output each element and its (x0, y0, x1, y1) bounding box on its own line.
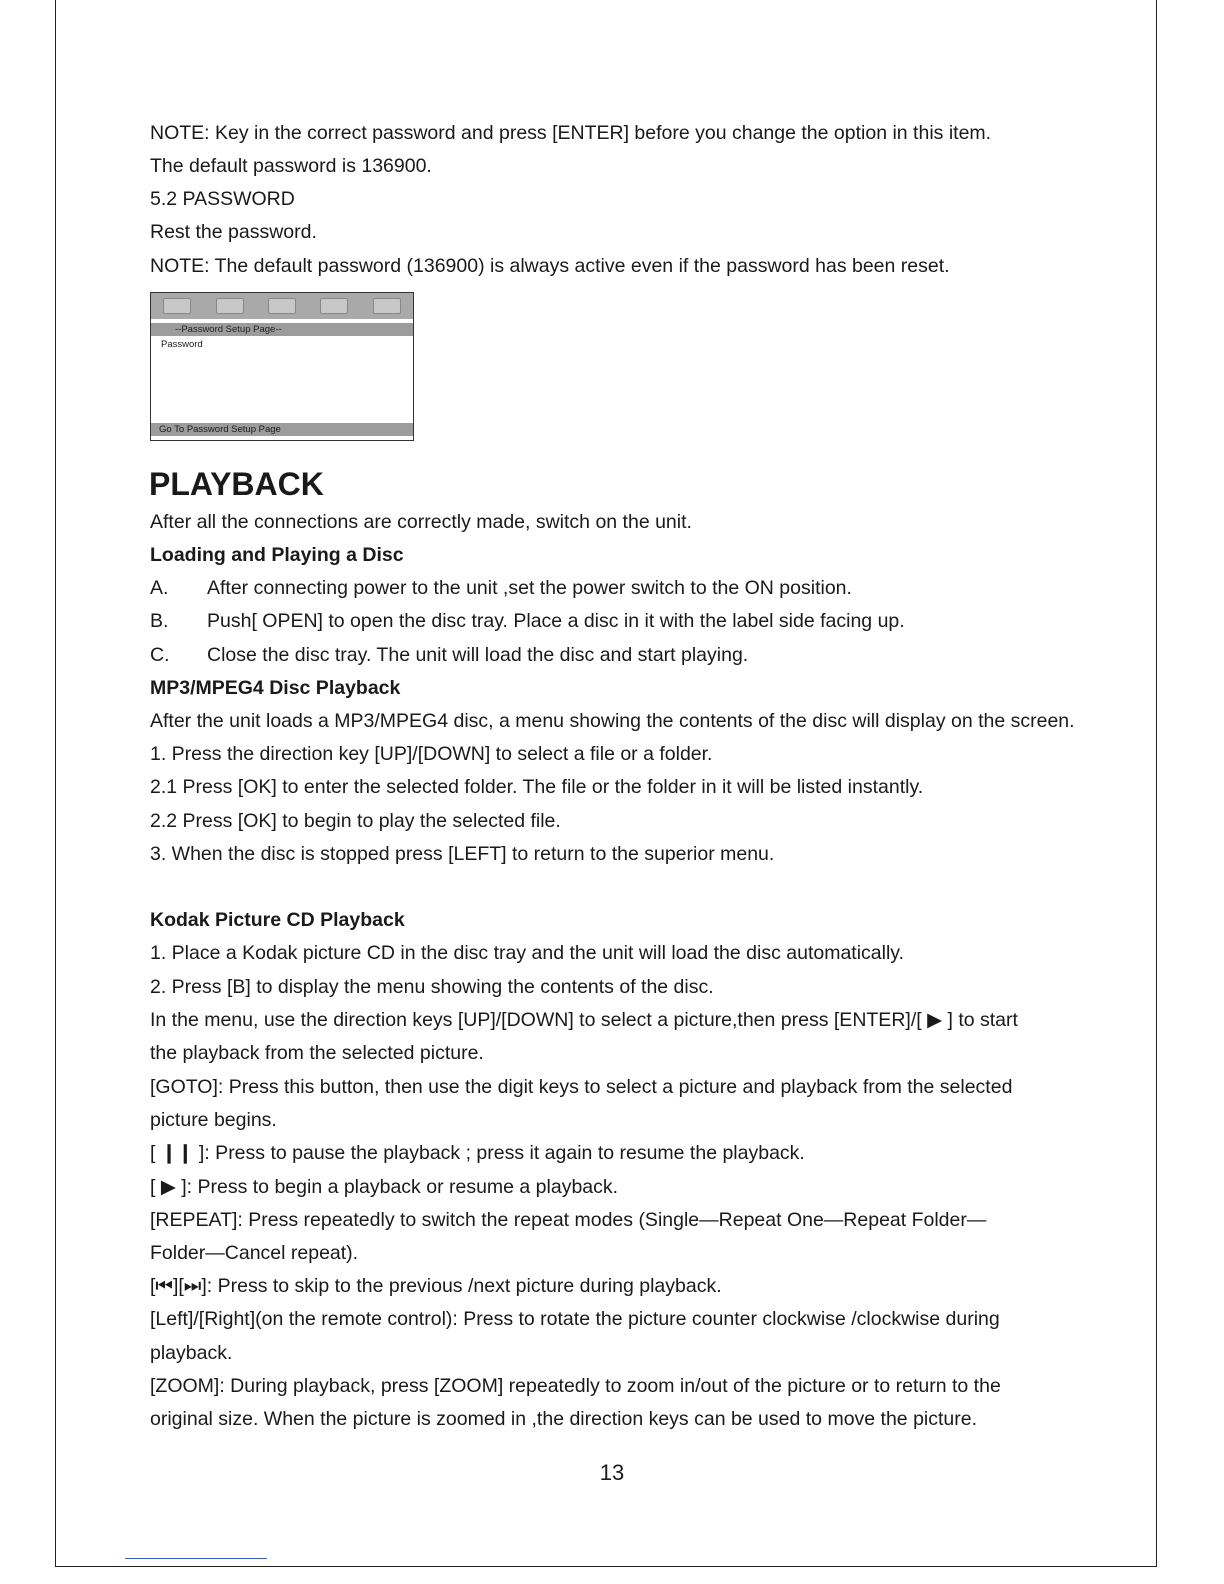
playback-heading: PLAYBACK (149, 466, 324, 502)
page-border-right (1156, 0, 1157, 1567)
mp3-line: After the unit loads a MP3/MPEG4 disc, a menu showing the contents of the disc will display on the screen. (150, 710, 1075, 732)
kodak-line: [GOTO]: Press this button, then use the digit keys to select a picture and playback from the selected (150, 1076, 1013, 1098)
menu-item-password: Password (161, 339, 203, 350)
kodak-line: [REPEAT]: Press repeatedly to switch the repeat modes (Single—Repeat One—Repeat Folder— (150, 1209, 987, 1231)
step-a: A. After connecting power to the unit ,set the power switch to the ON position. (150, 577, 852, 599)
lock-icon (268, 298, 296, 314)
step-b: B. Push[ OPEN] to open the disc tray. Place a disc in it with the label side facing up. (150, 610, 905, 632)
password-setup-menu-screenshot (150, 292, 414, 441)
kodak-line: [ ❙❙ ]: Press to pause the playback ; press it again to resume the playback. (150, 1142, 805, 1164)
page-border-bottom (55, 1566, 1157, 1567)
subheading: MP3/MPEG4 Disc Playback (150, 677, 401, 699)
kodak-line: Folder—Cancel repeat). (150, 1242, 359, 1264)
note-line: The default password is 136900. (150, 155, 432, 177)
subheading: Kodak Picture CD Playback (150, 909, 405, 931)
page-border-left (55, 0, 56, 1567)
kodak-line: [ZOOM]: During playback, press [ZOOM] repeatedly to zoom in/out of the picture or to return to the (150, 1375, 1001, 1397)
section-title: 5.2 PASSWORD (150, 188, 295, 210)
kodak-line: [⏮][⏭]: Press to skip to the previous /next picture during playback. (150, 1275, 722, 1297)
page-number: 13 (599, 1460, 625, 1485)
step-c: C. Close the disc tray. The unit will load the disc and start playing. (150, 644, 749, 666)
mp3-line: 3. When the disc is stopped press [LEFT] to return to the superior menu. (150, 843, 775, 865)
note-line: NOTE: The default password (136900) is always active even if the password has been reset. (150, 255, 950, 277)
kodak-line: original size. When the picture is zoomed in ,the direction keys can be used to move the picture. (150, 1408, 978, 1430)
kodak-line: [Left]/[Right](on the remote control): Press to rotate the picture counter clockwise /clockwise during (150, 1308, 1000, 1330)
footnote-rule (125, 1558, 267, 1559)
subheading: Loading and Playing a Disc (150, 544, 404, 566)
exit-icon (373, 298, 401, 314)
kodak-line: the playback from the selected picture. (150, 1042, 484, 1064)
kodak-line: 2. Press [B] to display the menu showing the contents of the disc. (150, 976, 714, 998)
menu-footer: Go To Password Setup Page (151, 423, 413, 436)
mp3-line: 2.2 Press [OK] to begin to play the selected file. (150, 810, 561, 832)
kodak-line: 1. Place a Kodak picture CD in the disc tray and the unit will load the disc automatically. (150, 942, 905, 964)
note-line: NOTE: Key in the correct password and press [ENTER] before you change the option in this item. (150, 122, 992, 144)
kodak-line: picture begins. (150, 1109, 277, 1131)
audio-setup-icon (216, 298, 244, 314)
kodak-line: playback. (150, 1342, 233, 1364)
general-setup-icon (163, 298, 191, 314)
mp3-line: 2.1 Press [OK] to enter the selected folder. The file or the folder in it will be listed instantly. (150, 776, 924, 798)
mp3-line: 1. Press the direction key [UP]/[DOWN] to select a file or a folder. (150, 743, 713, 765)
kodak-line: [ ▶ ]: Press to begin a playback or resume a playback. (150, 1176, 619, 1198)
paragraph: After all the connections are correctly made, switch on the unit. (150, 511, 692, 533)
preference-icon (320, 298, 348, 314)
menu-title: --Password Setup Page-- (151, 323, 413, 336)
menu-icon-bar (151, 293, 413, 319)
note-line: Rest the password. (150, 221, 317, 243)
kodak-line: In the menu, use the direction keys [UP]/[DOWN] to select a picture,then press [ENTER]/[ ▶ ] to start (150, 1009, 1018, 1031)
